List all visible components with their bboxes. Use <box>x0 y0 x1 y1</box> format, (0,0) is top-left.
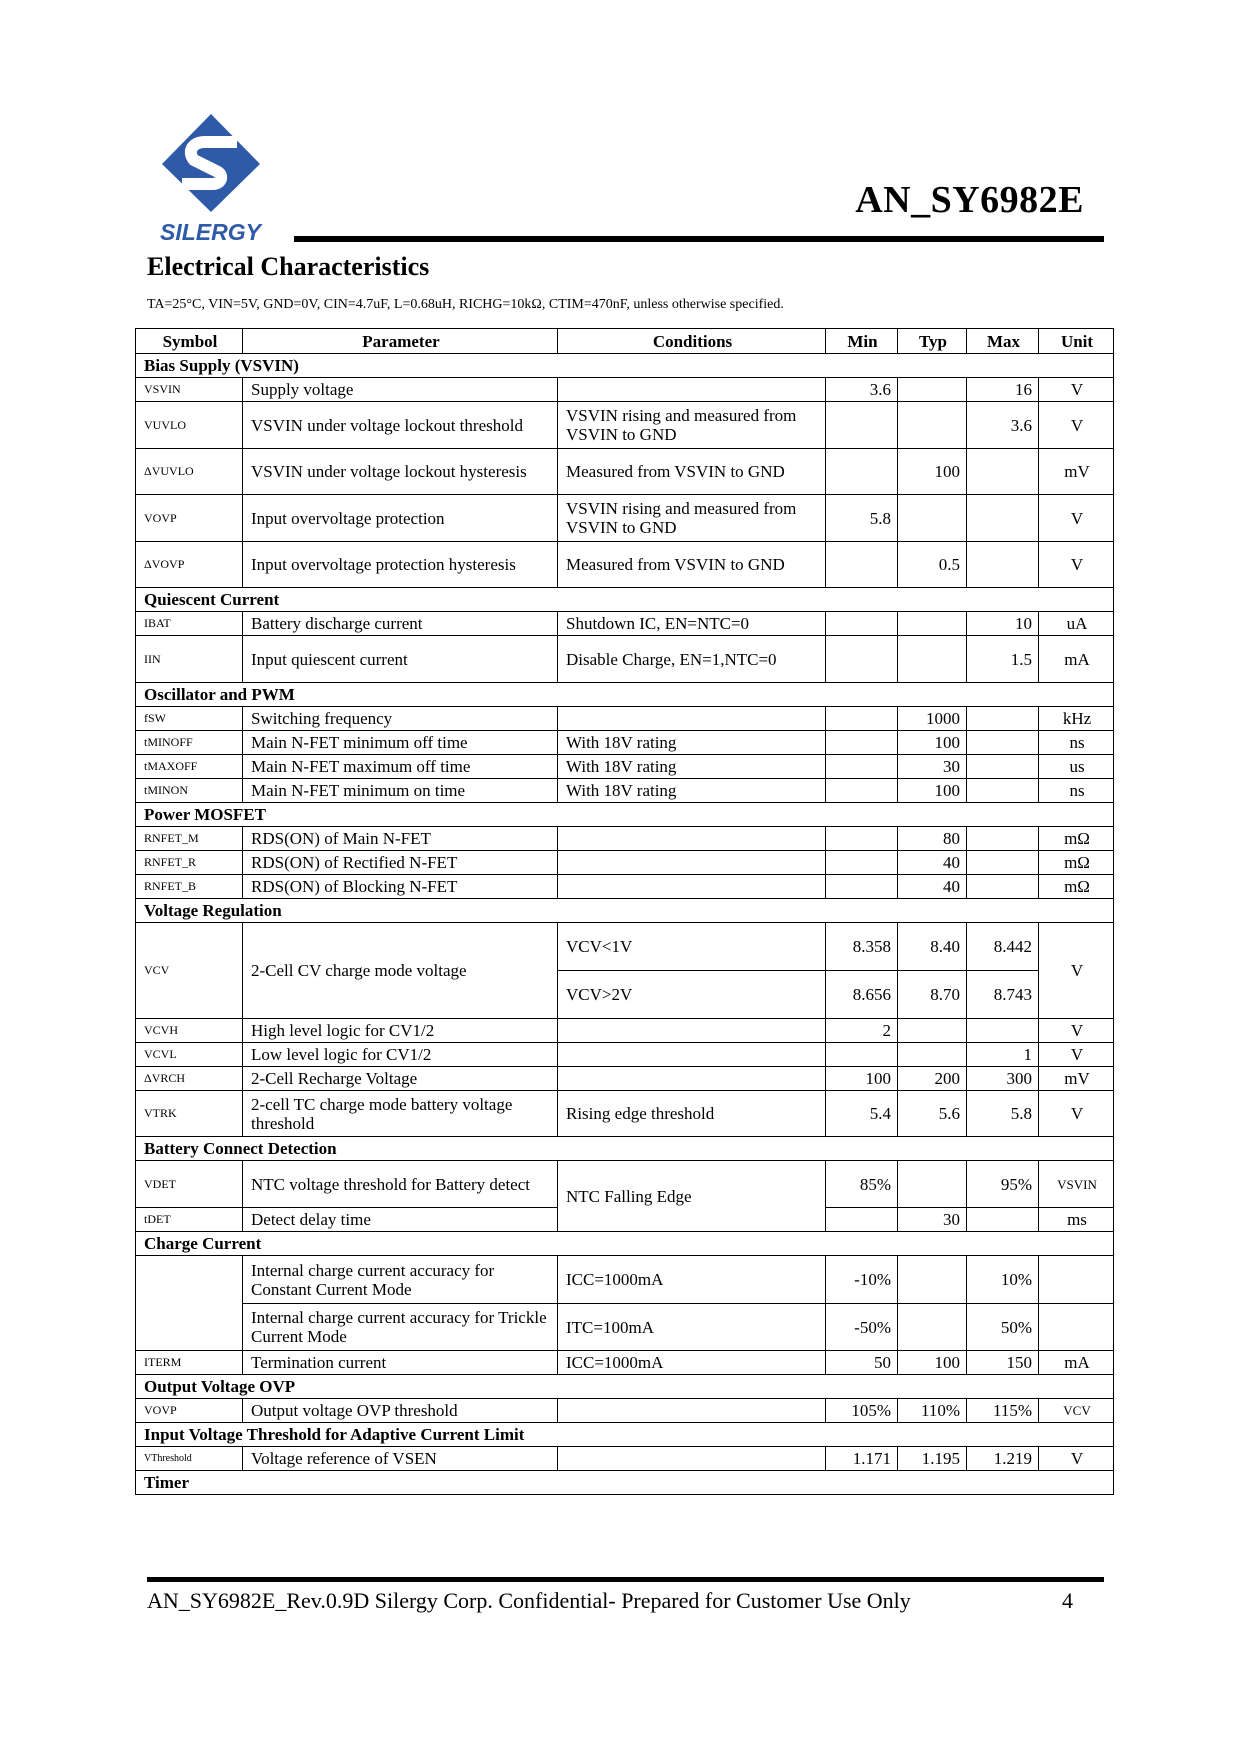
table-row: Internal charge current accuracy for Trickle Current Mode ITC=100mA -50% 50% <box>136 1304 1114 1351</box>
page-title: Electrical Characteristics <box>147 252 430 281</box>
logo-text: SILERGY <box>160 219 261 242</box>
section-heading: Oscillator and PWM <box>136 683 1114 707</box>
section-heading: Output Voltage OVP <box>136 1375 1114 1399</box>
header-rule <box>294 236 1104 242</box>
col-min: Min <box>826 329 898 354</box>
section-heading: Charge Current <box>136 1232 1114 1256</box>
footer-rule <box>147 1577 1104 1582</box>
table-row: VCV 2-Cell CV charge mode voltage VCV<1V 8.358 8.40 8.442 V <box>136 923 1114 971</box>
table-row: VThreshold Voltage reference of VSEN 1.171 1.195 1.219 V <box>136 1447 1114 1471</box>
col-max: Max <box>967 329 1039 354</box>
table-row: tMAXOFF Main N-FET maximum off time With 18V rating 30 us <box>136 755 1114 779</box>
section-heading: Battery Connect Detection <box>136 1137 1114 1161</box>
section-heading: Voltage Regulation <box>136 899 1114 923</box>
table-row: Internal charge current accuracy for Constant Current Mode ICC=1000mA -10% 10% <box>136 1256 1114 1304</box>
table-row: VCVH High level logic for CV1/2 2 V <box>136 1019 1114 1043</box>
footer-text: AN_SY6982E_Rev.0.9D Silergy Corp. Confidential- Prepared for Customer Use Only <box>147 1588 911 1613</box>
document-id: AN_SY6982E <box>855 179 1084 221</box>
table-row: ΔVRCH 2-Cell Recharge Voltage 100 200 300 mV <box>136 1067 1114 1091</box>
table-row: RNFET_B RDS(ON) of Blocking N-FET 40 mΩ <box>136 875 1114 899</box>
section-heading: Bias Supply (VSVIN) <box>136 354 1114 378</box>
test-conditions: TA=25°C, VIN=5V, GND=0V, CIN=4.7uF, L=0.68uH, RICHG=10kΩ, CTIM=470nF, unless otherwise specified. <box>147 297 784 312</box>
col-unit: Unit <box>1039 329 1114 354</box>
table-row: ΔVOVP Input overvoltage protection hysteresis Measured from VSVIN to GND 0.5 V <box>136 542 1114 588</box>
table-row: VUVLO VSVIN under voltage lockout threshold VSVIN rising and measured from VSVIN to GND 3.6 V <box>136 402 1114 449</box>
table-row: VCVL Low level logic for CV1/2 1 V <box>136 1043 1114 1067</box>
col-symbol: Symbol <box>136 329 243 354</box>
table-row: RNFET_M RDS(ON) of Main N-FET 80 mΩ <box>136 827 1114 851</box>
table-row: IIN Input quiescent current Disable Charge, EN=1,NTC=0 1.5 mA <box>136 636 1114 683</box>
section-heading: Timer <box>136 1471 1114 1495</box>
table-row: tDET Detect delay time 30 ms <box>136 1208 1114 1232</box>
table-row: tMINON Main N-FET minimum on time With 18V rating 100 ns <box>136 779 1114 803</box>
table-row: VOVP Output voltage OVP threshold 105% 110% 115% VCV <box>136 1399 1114 1423</box>
table-row: VTRK 2-cell TC charge mode battery voltage threshold Rising edge threshold 5.4 5.6 5.8 V <box>136 1091 1114 1137</box>
col-typ: Typ <box>898 329 967 354</box>
section-heading: Power MOSFET <box>136 803 1114 827</box>
table-row: VOVP Input overvoltage protection VSVIN rising and measured from VSVIN to GND 5.8 V <box>136 495 1114 542</box>
silergy-logo <box>158 112 264 242</box>
table-row: VSVIN Supply voltage 3.6 16 V <box>136 378 1114 402</box>
col-parameter: Parameter <box>243 329 558 354</box>
table-row: RNFET_R RDS(ON) of Rectified N-FET 40 mΩ <box>136 851 1114 875</box>
table-row: IBAT Battery discharge current Shutdown IC, EN=NTC=0 10 uA <box>136 612 1114 636</box>
electrical-characteristics-table <box>135 328 1114 1495</box>
table-row: tMINOFF Main N-FET minimum off time With 18V rating 100 ns <box>136 731 1114 755</box>
table-row: fSW Switching frequency 1000 kHz <box>136 707 1114 731</box>
page-number: 4 <box>1062 1588 1073 1613</box>
section-heading: Quiescent Current <box>136 588 1114 612</box>
table-row: VDET NTC voltage threshold for Battery detect NTC Falling Edge 85% 95% VSVIN <box>136 1161 1114 1208</box>
table-header-row <box>136 329 1114 354</box>
section-heading: Input Voltage Threshold for Adaptive Current Limit <box>136 1423 1114 1447</box>
table-row: ITERM Termination current ICC=1000mA 50 100 150 mA <box>136 1351 1114 1375</box>
table-row: VCV>2V 8.656 8.70 8.743 <box>136 971 1114 1019</box>
col-conditions: Conditions <box>558 329 826 354</box>
table-row: ΔVUVLO VSVIN under voltage lockout hysteresis Measured from VSVIN to GND 100 mV <box>136 449 1114 495</box>
